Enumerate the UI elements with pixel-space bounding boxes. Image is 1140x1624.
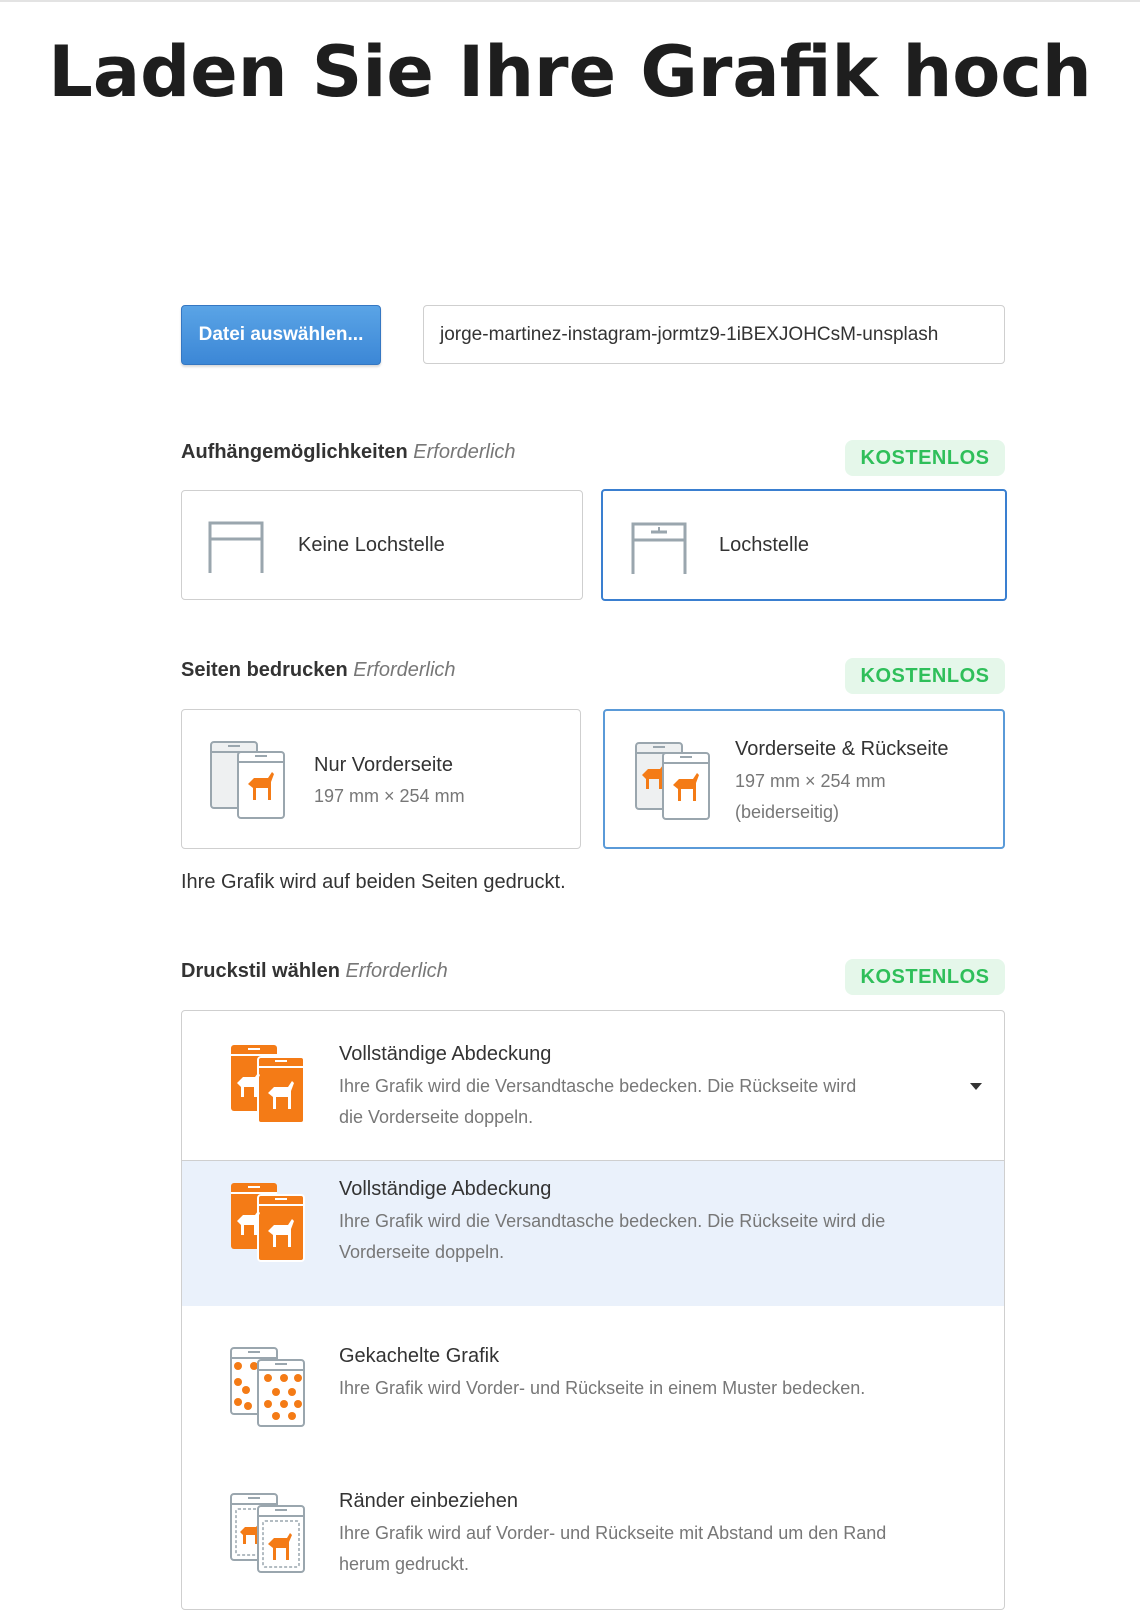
selected-style-desc-1: Ihre Grafik wird die Versandtasche bedecken. Die Rückseite wird <box>339 1076 857 1096</box>
chevron-down-icon[interactable] <box>970 1083 982 1090</box>
full-coverage-icon <box>228 1043 308 1127</box>
front-only-label: Nur Vorderseite <box>314 754 453 776</box>
both-sides-size: 197 mm × 254 mm <box>735 771 886 791</box>
hanging-free-badge: KOSTENLOS <box>845 440 1005 476</box>
frame-hole-icon <box>629 518 689 578</box>
option-both-sides[interactable] <box>603 709 1005 849</box>
style-section-label <box>181 960 448 983</box>
option-tiled-desc-1: Ihre Grafik wird Vorder- und Rückseite in einem Muster bedecken. <box>339 1378 866 1398</box>
option-full-desc-1: Ihre Grafik wird die Versandtasche bedecken. Die Rückseite wird die <box>339 1211 886 1231</box>
choose-file-button[interactable]: Datei auswählen... <box>181 305 381 365</box>
both-sides-note: (beiderseitig) <box>735 802 840 822</box>
style-option-full[interactable] <box>182 1161 1005 1306</box>
style-option-tiled[interactable] <box>182 1306 1005 1456</box>
option-borders-desc-2: herum gedruckt. <box>339 1554 470 1574</box>
style-option-borders[interactable] <box>182 1456 1005 1610</box>
print-style-dropdown[interactable] <box>181 1010 1005 1610</box>
sides-label: Seiten bedrucken <box>181 659 348 681</box>
option-front-only[interactable] <box>181 709 581 849</box>
selected-style-desc-2: die Vorderseite doppeln. <box>339 1107 534 1127</box>
mailer-front-icon <box>208 738 288 822</box>
option-tiled-title: Gekachelte Grafik <box>339 1345 500 1367</box>
hanging-label: Aufhängemöglichkeiten <box>181 441 408 463</box>
page-title: Laden Sie Ihre Grafik hoch <box>48 31 1092 113</box>
option-full-desc-2: Vorderseite doppeln. <box>339 1242 505 1262</box>
front-only-size: 197 mm × 254 mm <box>314 786 465 806</box>
option-no-hole[interactable] <box>181 490 583 600</box>
style-required: Erforderlich <box>345 960 448 982</box>
top-divider <box>0 0 1140 3</box>
bordered-print-icon <box>228 1492 308 1576</box>
tiled-pattern-icon <box>228 1346 308 1430</box>
option-full-title: Vollständige Abdeckung <box>339 1178 552 1200</box>
style-free-badge: KOSTENLOS <box>845 959 1005 995</box>
both-sides-label: Vorderseite & Rückseite <box>735 738 949 760</box>
hole-label: Lochstelle <box>719 534 810 556</box>
mailer-both-icon <box>633 739 713 823</box>
file-name-field[interactable]: jorge-martinez-instagram-jormtz9-1iBEXJOHCsM-unsplash <box>423 305 1005 364</box>
full-coverage-icon <box>228 1181 308 1265</box>
selected-style-title: Vollständige Abdeckung <box>339 1043 552 1065</box>
hanging-required: Erforderlich <box>413 441 516 463</box>
sides-free-badge: KOSTENLOS <box>845 658 1005 694</box>
sides-required: Erforderlich <box>353 659 456 681</box>
hanging-section-label <box>181 441 516 464</box>
no-hole-label: Keine Lochstelle <box>298 534 445 556</box>
option-borders-desc-1: Ihre Grafik wird auf Vorder- und Rückseite mit Abstand um den Rand <box>339 1523 887 1543</box>
print-style-selected[interactable] <box>182 1011 1005 1161</box>
sides-info-text: Ihre Grafik wird auf beiden Seiten gedruckt. <box>181 871 566 893</box>
style-label: Druckstil wählen <box>181 960 340 982</box>
option-hole[interactable] <box>601 489 1007 601</box>
option-borders-title: Ränder einbeziehen <box>339 1490 519 1512</box>
sides-section-label <box>181 659 456 682</box>
frame-icon <box>206 517 266 577</box>
